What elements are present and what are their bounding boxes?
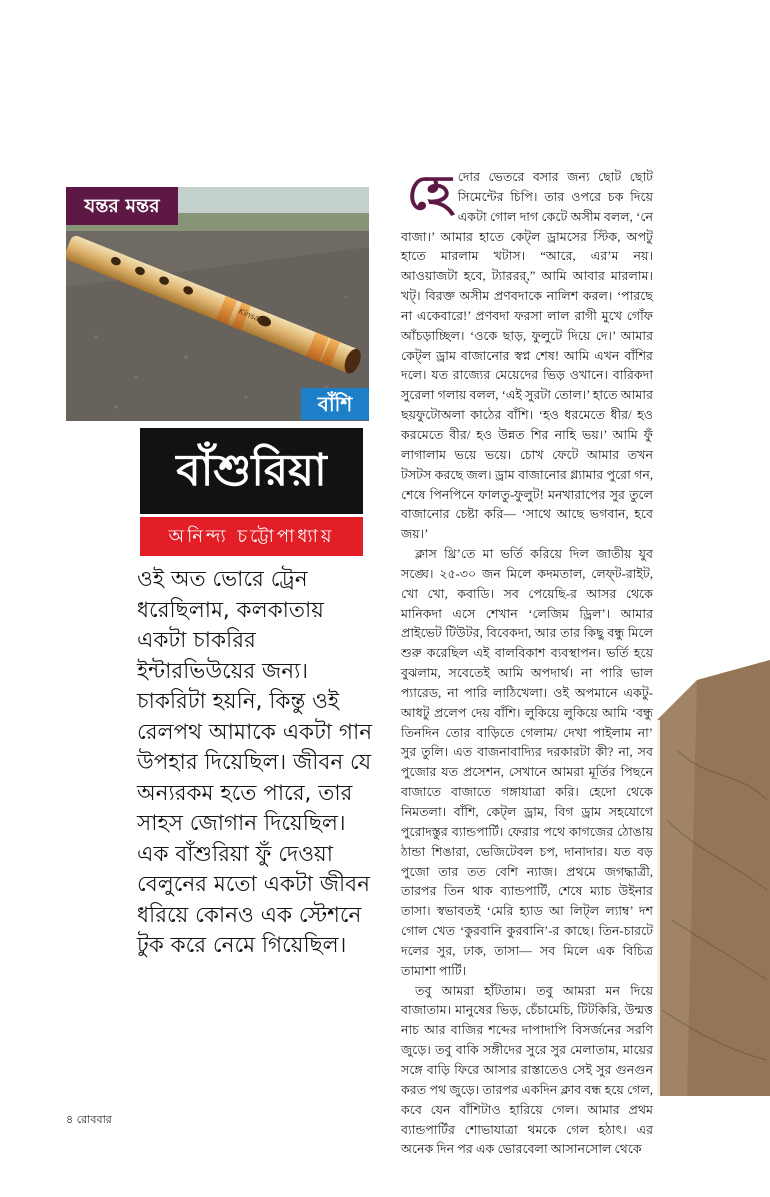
flute-brand-mark: Kinsar [237, 306, 264, 325]
body-paragraph: হেদোর ভেতরে বসার জন্য ছোট ছোট সিমেন্টের চিপি। তার ওপরে চক দিয়ে একটা গোল দাগ কেটে অসীম বলল, ‘নে বাজা।’ আমার হাতে কেট্‌ল ড্রামসের স্টিক, অপটু হাতে মারলাম খটাস। “আরে, এর’ম নয়। আওয়াজটা হবে, ট্যাররর্‌,” আমি আবার মারলাম। খট্‌। বিরক্ত অসীম প্রণবদাকে নালিশ করল। ‘পারছে না একেবারে!’ প্রণবদা ফরসা লাল রাগী মুখে গোঁফ আঁচড়াচ্ছিল। ‘ওকে ছাড়, ফুলুটে দিয়ে দে।’ আমার কেট্‌ল ড্রাম বাজানোর স্বপ্ন শেষ! আমি এখন বাঁশির দলে। যত রাজ্যের মেয়েদের ভিড় ওখানে। বারিকদা সুরেলা গলায় বলল, ‘এই সুরটা তোল।’ হাতে আমার ছয়ফুটোঅলা কাঠের বাঁশি। ‘হও ধরমেতে ধীর/ হও করমেতে বীর/ হও উন্নত শির নাহি ভয়।’ আমি ফুঁ লাগালাম ভয়ে ভয়ে। চোখ ফেটে আমার তখন টসটস করছে জল। ড্রাম বাজানোর গ্ল্যামার পুরো গন, শেষে পিনপিনে ফালতু-ফুলুট! মনখারাপের সুর তুলে বাজানোর চেষ্টা করি— ‘সাথে আছে ভগবান, হবে জয়।’ [401, 165, 653, 542]
body-paragraph: ক্লাস থ্রি’তে মা ভর্তি করিয়ে দিল জাতীয় যুব সঙ্ঘে। ২৫-৩০ জন মিলে কদমতাল, লেফ্‌ট-রাইট, খো খো, কবাডি। সব পেয়েছি-র আসর থেকে মানিকদা এসে শেখান ‘লেজিম ড্রিল’। আমার প্রাইভেট টিউটর, বিবেকদা, আর তার কিছু বন্ধু মিলে শুরু করেছিল এই বালবিকাশ ব্যবস্থাপন। ভর্তি হয়ে বুঝলাম, সবেতেই আমি অপদার্থ। না পারি ভাল প্যারেড, না পারি লাঠিখেলা। ওই অপমানে একটু-আধটু প্রলেপ দেয় বাঁশি। লুকিয়ে লুকিয়ে আমি ‘বন্ধু তিনদিন তোর বাড়িতে গেলাম/ দেখা পাইলাম না’ সুর তুলি। এত বাজনাবাদ্যির দরকারটা কী? না, সব পুজোর যত প্রসেশন, সেখানে আমরা মূর্তির পিছনে বাজাতে বাজাতে গঙ্গাযাত্রা করি। হেদো থেকে নিমতলা। বাঁশি, কেট্‌ল ড্রাম, বিগ ড্রাম সহযোগে পুরোদস্তুর ব্যান্ডপার্টি। ফেরার পথে কাগজের ঠোঙায় ঠান্ডা শিঙারা, ভেজিটেবল চপ, দানাদার। যত বড় পুজো তার তত বেশি ন্যাজ। প্রথমে জগদ্ধাত্রী, তারপর তিন থাক ব্যান্ডপার্টি, শেষে ম্যাচ উইনার তাসা। স্বভাবতই ‘মেরি হ্যাড আ লিট্‌ল ল্যাম্ব’ দশ গোল খেত ‘কুরবানি কুরবানি’-র কাছে। তিন-চারটে দলের সুর, ঢাক, তাসা— সব মিলে এক বিচিত্র তামাশা পার্টি। [401, 547, 653, 978]
category-label: বাঁশি [301, 388, 369, 420]
author-byline: অনিন্দ্য চট্টোপাধ্যায় [140, 517, 363, 556]
body-paragraph: তবু আমরা হাঁটতাম। তবু আমরা মন দিয়ে বাজাতাম। মানুষের ভিড়, চেঁচামেচি, টিটকিরি, উন্মত্ত নাচ আর বাজির শব্দের দাপাদাপি বিসর্জনের সরণি জুড়ে। তবু বাকি সঙ্গীদের সুরে সুর মেলাতাম, মায়ের সঙ্গে বাড়ি ফিরে আসার রাস্তাতেও সেই সুর গুনগুন করত পথ জুড়ে। তারপর একদিন ক্লাব বন্ধ হয়ে গেল, কবে যেন বাঁশিটাও হারিয়ে গেল। আমার প্রথম ব্যান্ডপার্টির শোভাযাত্রা থমকে গেল হঠাৎ। এর অনেক দিন পর এক ভোরবেলা আসানসোল থেকে [401, 983, 653, 1157]
drop-cap: হে [407, 165, 452, 221]
article-title: বাঁশুরিয়া [140, 428, 363, 514]
section-tag: যন্তর মন্তর [66, 187, 178, 225]
article-body [401, 165, 653, 1160]
pull-quote: ওই অত ভোরে ট্রেন ধরেছিলাম, কলকাতায় একটা চাকরির ইন্টারভিউয়ের জন্য। চাকরিটা হয়নি, কিন্তু ওই রেলপথ আমাকে একটা গান উপহার দিয়েছিল। জীবন যে অন্যরকম হতে পারে, তার সাহস জোগান দিয়েছিল। এক বাঁশুরিয়া ফুঁ দেওয়া বেলুনের মতো একটা জীবন ধরিয়ে কোনও এক স্টেশনে টুক করে নেমে গিয়েছিল। [137, 567, 373, 958]
edge-photo [657, 660, 770, 1096]
page-folio: ৪ রোববার [66, 1113, 112, 1126]
